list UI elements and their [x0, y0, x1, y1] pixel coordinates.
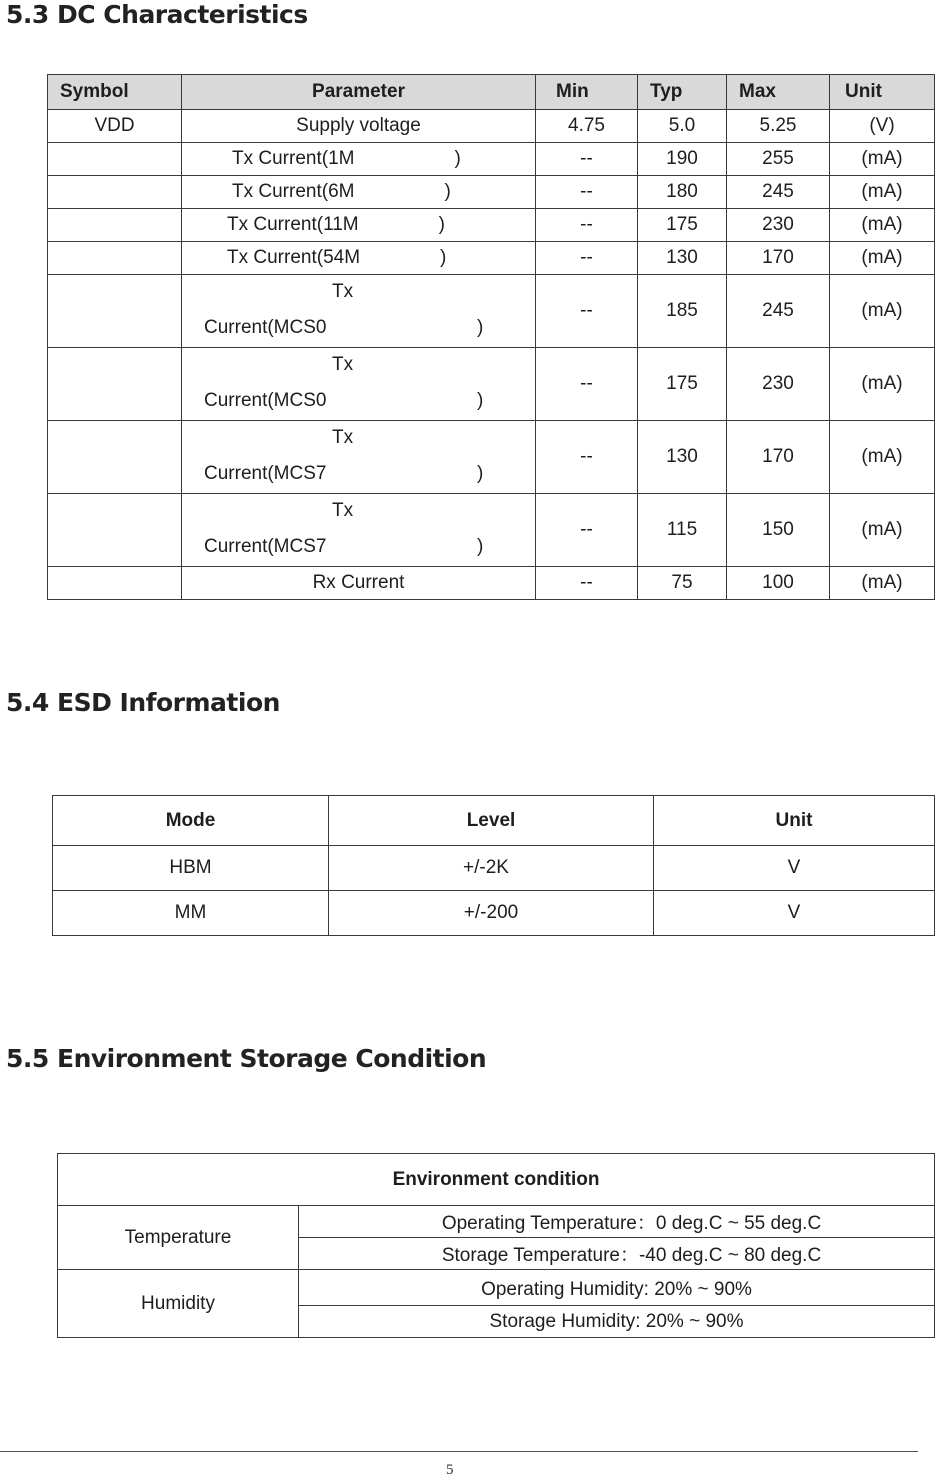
cell-symbol [48, 567, 182, 600]
header-unit: Unit [654, 796, 935, 846]
cell-unit: (mA) [830, 176, 935, 209]
cell-typ: 75 [638, 567, 727, 600]
cell-unit: (mA) [830, 143, 935, 176]
cell-parameter: Supply voltage [182, 110, 536, 143]
cell-typ: 130 [638, 242, 727, 275]
cell-parameter: Rx Current [182, 567, 536, 600]
header-environment-condition: Environment condition [58, 1154, 935, 1206]
cell-min: -- [536, 209, 638, 242]
cell-symbol [48, 494, 182, 567]
cell-min: 4.75 [536, 110, 638, 143]
table-row [48, 567, 935, 600]
table-row [48, 242, 935, 275]
cell-typ: 180 [638, 176, 727, 209]
cell-min: -- [536, 421, 638, 494]
table-row [48, 275, 935, 348]
cell-temperature-label: Temperature [58, 1206, 299, 1270]
cell-unit: (mA) [830, 494, 935, 567]
header-max: Max [727, 75, 830, 110]
cell-max: 150 [727, 494, 830, 567]
cell-parameter: Tx Current(MCS7 ) [182, 421, 536, 494]
cell-max: 100 [727, 567, 830, 600]
table-header-row [48, 75, 935, 110]
cell-max: 245 [727, 176, 830, 209]
cell-unit: (mA) [830, 567, 935, 600]
cell-unit: (mA) [830, 421, 935, 494]
cell-symbol [48, 348, 182, 421]
table-row [48, 494, 935, 567]
cell-min: -- [536, 348, 638, 421]
environment-condition-table [57, 1153, 935, 1338]
cell-typ: 175 [638, 209, 727, 242]
table-row [53, 891, 935, 936]
cell-storage-humidity: Storage Humidity: 20% ~ 90% [299, 1306, 935, 1338]
table-row [58, 1206, 935, 1238]
footer-divider [0, 1451, 918, 1452]
cell-max: 245 [727, 275, 830, 348]
cell-unit: (mA) [830, 242, 935, 275]
table-header-row [58, 1154, 935, 1206]
cell-humidity-label: Humidity [58, 1270, 299, 1338]
cell-typ: 185 [638, 275, 727, 348]
cell-typ: 130 [638, 421, 727, 494]
header-typ: Typ [638, 75, 727, 110]
cell-symbol [48, 275, 182, 348]
cell-parameter: Tx Current(54M ) [182, 242, 536, 275]
header-level: Level [329, 796, 654, 846]
header-parameter: Parameter [182, 75, 536, 110]
cell-symbol [48, 176, 182, 209]
table-row [48, 421, 935, 494]
table-row [48, 209, 935, 242]
cell-operating-temperature: Operating Temperature：0 deg.C ~ 55 deg.C [299, 1206, 935, 1238]
cell-typ: 5.0 [638, 110, 727, 143]
cell-level: +/-2K [329, 846, 654, 891]
cell-unit: (mA) [830, 348, 935, 421]
table-row [48, 143, 935, 176]
section-heading-env: 5.5 Environment Storage Condition [6, 1044, 487, 1073]
cell-parameter: Tx Current(MCS0 ) [182, 275, 536, 348]
cell-typ: 175 [638, 348, 727, 421]
header-mode: Mode [53, 796, 329, 846]
cell-min: -- [536, 494, 638, 567]
cell-unit: (V) [830, 110, 935, 143]
table-row [53, 846, 935, 891]
cell-symbol [48, 143, 182, 176]
cell-unit: (mA) [830, 209, 935, 242]
section-heading-dc: 5.3 DC Characteristics [6, 0, 308, 29]
table-row [48, 110, 935, 143]
section-heading-esd: 5.4 ESD Information [6, 688, 280, 717]
cell-parameter: Tx Current(1M ) [182, 143, 536, 176]
cell-typ: 190 [638, 143, 727, 176]
cell-min: -- [536, 242, 638, 275]
cell-symbol [48, 421, 182, 494]
cell-operating-humidity: Operating Humidity: 20% ~ 90% [299, 1270, 935, 1306]
dc-characteristics-table [47, 74, 935, 600]
cell-max: 230 [727, 209, 830, 242]
cell-typ: 115 [638, 494, 727, 567]
page-number: 5 [446, 1462, 454, 1478]
cell-symbol: VDD [48, 110, 182, 143]
cell-max: 170 [727, 242, 830, 275]
table-row [48, 176, 935, 209]
cell-symbol [48, 209, 182, 242]
cell-unit: V [654, 891, 935, 936]
cell-parameter: Tx Current(6M ) [182, 176, 536, 209]
cell-mode: MM [53, 891, 329, 936]
header-unit: Unit [830, 75, 935, 110]
table-header-row [53, 796, 935, 846]
esd-information-table [52, 795, 935, 936]
cell-max: 5.25 [727, 110, 830, 143]
cell-mode: HBM [53, 846, 329, 891]
cell-storage-temperature: Storage Temperature：-40 deg.C ~ 80 deg.C [299, 1238, 935, 1270]
cell-parameter: Tx Current(11M ) [182, 209, 536, 242]
cell-min: -- [536, 176, 638, 209]
cell-min: -- [536, 143, 638, 176]
cell-max: 255 [727, 143, 830, 176]
cell-unit: V [654, 846, 935, 891]
header-symbol: Symbol [48, 75, 182, 110]
table-row [58, 1270, 935, 1306]
cell-max: 170 [727, 421, 830, 494]
cell-min: -- [536, 275, 638, 348]
header-min: Min [536, 75, 638, 110]
cell-unit: (mA) [830, 275, 935, 348]
cell-parameter: Tx Current(MCS7 ) [182, 494, 536, 567]
table-row [48, 348, 935, 421]
cell-symbol [48, 242, 182, 275]
cell-level: +/-200 [329, 891, 654, 936]
cell-parameter: Tx Current(MCS0 ) [182, 348, 536, 421]
cell-min: -- [536, 567, 638, 600]
cell-max: 230 [727, 348, 830, 421]
